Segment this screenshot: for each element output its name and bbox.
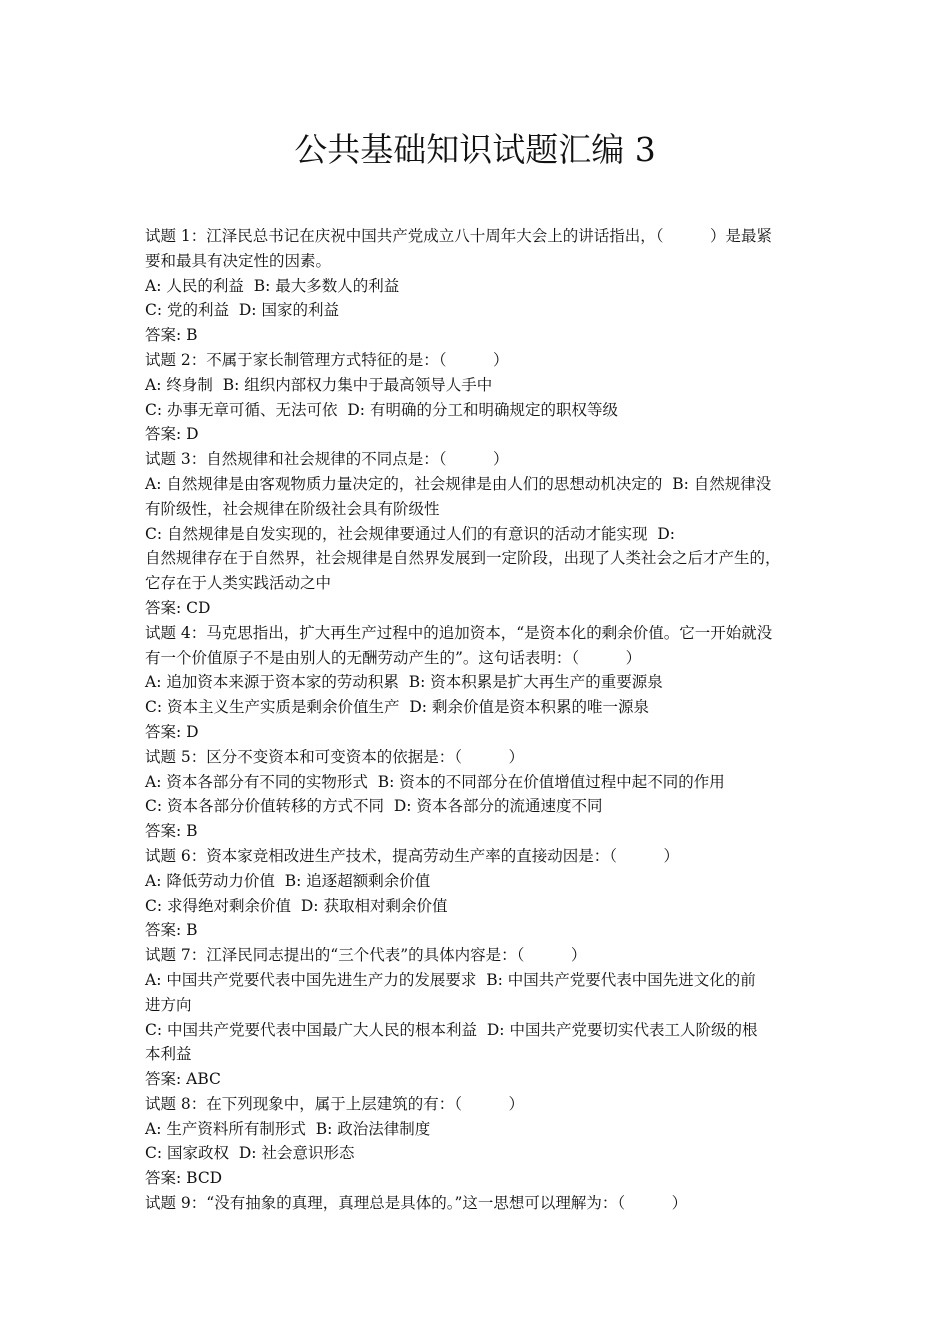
option-line-cont: 它存在于人类实践活动之中 <box>145 574 332 593</box>
question-item <box>145 1191 817 1216</box>
option-line-cont: 本利益 <box>145 1045 192 1064</box>
answer-line: 答案: B <box>145 921 198 940</box>
question-stem: 试题 5：区分不变资本和可变资本的依据是：（ ） <box>145 747 525 766</box>
answer-line: 答案: D <box>145 425 199 444</box>
question-stem: 试题 9：“没有抽象的真理，真理总是具体的。”这一思想可以理解为：（ ） <box>145 1194 688 1213</box>
question-stem: 试题 3：自然规律和社会规律的不同点是：（ ） <box>145 450 509 469</box>
question-stem: 试题 4：马克思指出，扩大再生产过程中的追加资本，“是资本化的剩余价值。它一开始就没 <box>145 623 773 642</box>
question-list <box>145 224 817 1216</box>
answer-line: 答案: B <box>145 822 198 841</box>
question-stem-cont: 要和最具有决定性的因素。 <box>145 251 332 270</box>
document-title: 公共基础知识试题汇编 3 <box>294 130 656 169</box>
option-line: A: 生产资料所有制形式 B: 政治法律制度 <box>145 1119 431 1138</box>
option-line: A: 人民的利益 B: 最大多数人的利益 <box>145 276 400 295</box>
question-item <box>145 745 817 844</box>
question-item <box>145 844 817 943</box>
question-item <box>145 224 817 348</box>
option-line: A: 自然规律是由客观物质力量决定的，社会规律是由人们的思想动机决定的 B: 自然规律没 <box>145 474 772 493</box>
question-item <box>145 1092 817 1191</box>
question-stem-cont: 有一个价值原子不是由别人的无酬劳动产生的”。这句话表明：（ ） <box>145 648 642 667</box>
option-line-cont: 有阶级性，社会规律在阶级社会具有阶级性 <box>145 499 440 518</box>
option-line: C: 资本主义生产实质是剩余价值生产 D: 剩余价值是资本积累的唯一源泉 <box>145 698 649 717</box>
answer-line: 答案: B <box>145 326 198 345</box>
question-item <box>145 447 817 621</box>
option-line-cont: 自然规律存在于自然界，社会规律是自然界发展到一定阶段，出现了人类社会之后才产生的， <box>145 549 781 568</box>
question-stem: 试题 6：资本家竞相改进生产技术，提高劳动生产率的直接动因是：（ ） <box>145 846 680 865</box>
option-line: C: 办事无章可循、无法可依 D: 有明确的分工和明确规定的职权等级 <box>145 400 618 419</box>
question-stem: 试题 7：江泽民同志提出的“三个代表”的具体内容是：（ ） <box>145 946 587 965</box>
answer-line: 答案: ABC <box>145 1070 221 1089</box>
option-line: A: 中国共产党要代表中国先进生产力的发展要求 B: 中国共产党要代表中国先进文化的前 <box>145 970 756 989</box>
option-line: C: 求得绝对剩余价值 D: 获取相对剩余价值 <box>145 896 448 915</box>
question-item <box>145 943 817 1092</box>
question-item <box>145 621 817 745</box>
option-line: C: 自然规律是自发实现的，社会规律要通过人们的有意识的活动才能实现 D: <box>145 524 676 543</box>
question-stem: 试题 2：不属于家长制管理方式特征的是：（ ） <box>145 350 509 369</box>
question-stem: 试题 1：江泽民总书记在庆祝中国共产党成立八十周年大会上的讲话指出，（ ）是最紧 <box>145 227 773 245</box>
option-line: C: 党的利益 D: 国家的利益 <box>145 301 339 320</box>
option-line: C: 国家政权 D: 社会意识形态 <box>145 1144 355 1163</box>
question-item <box>145 348 817 447</box>
option-line: A: 终身制 B: 组织内部权力集中于最高领导人手中 <box>145 375 493 394</box>
option-line-cont: 进方向 <box>145 995 192 1014</box>
answer-line: 答案: CD <box>145 598 211 617</box>
option-line: C: 资本各部分价值转移的方式不同 D: 资本各部分的流通速度不同 <box>145 797 603 816</box>
answer-line: 答案: D <box>145 722 199 741</box>
option-line: C: 中国共产党要代表中国最广大人民的根本利益 D: 中国共产党要切实代表工人阶级的根 <box>145 1020 758 1039</box>
answer-line: 答案: BCD <box>145 1169 223 1188</box>
option-line: A: 追加资本来源于资本家的劳动积累 B: 资本积累是扩大再生产的重要源泉 <box>145 673 663 692</box>
question-stem: 试题 8：在下列现象中，属于上层建筑的有：（ ） <box>145 1094 525 1113</box>
option-line: A: 降低劳动力价值 B: 追逐超额剩余价值 <box>145 871 431 890</box>
option-line: A: 资本各部分有不同的实物形式 B: 资本的不同部分在价值增值过程中起不同的作用 <box>145 772 725 791</box>
